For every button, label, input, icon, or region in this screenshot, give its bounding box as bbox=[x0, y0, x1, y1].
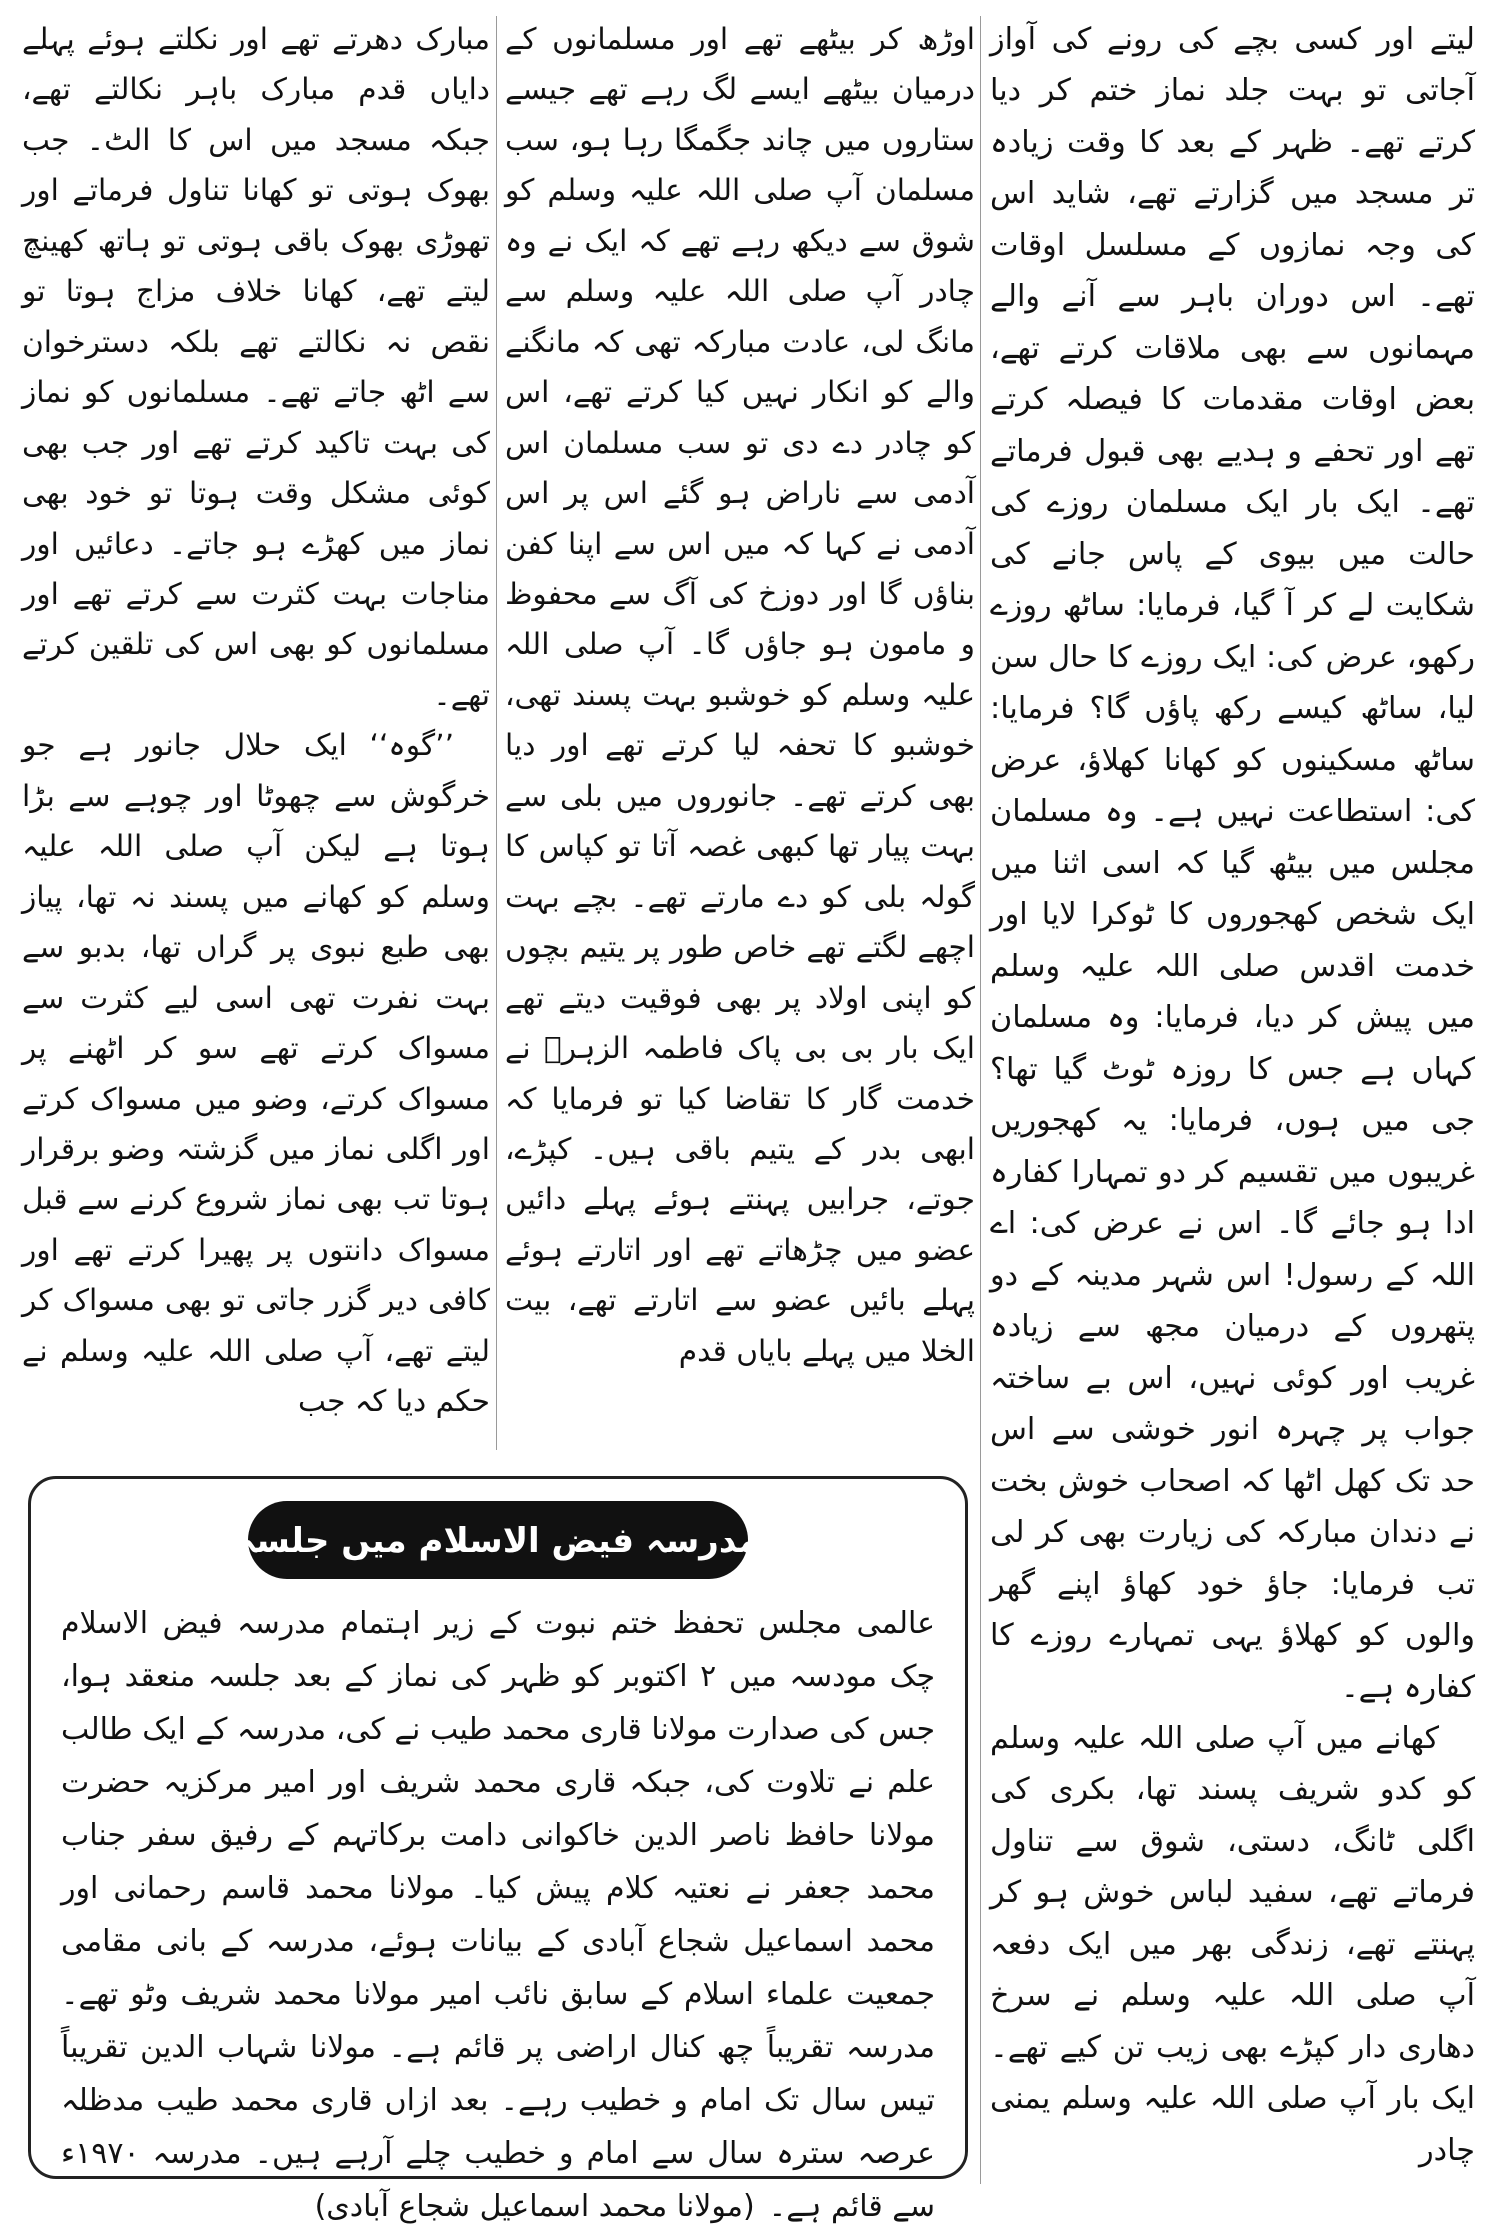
news-box bbox=[28, 1476, 968, 2224]
paragraph: اوڑھ کر بیٹھے تھے اور مسلمانوں کے درمیان بیٹھے ایسے لگ رہے تھے جیسے ستاروں میں چاند جگمگا رہا ہو، سب مسلمان آپ صلی اللہ علیہ وسلم کو شوق سے دیکھ رہے تھے کہ ایک نے وہ چادر آپ صلی اللہ علیہ وسلم سے مانگ لی، عادت مبارکہ تھی کہ مانگنے والے کو انکار نہیں کیا کرتے تھے، اس کو چادر دے دی تو سب مسلمان اس آدمی سے ناراض ہو گئے اس پر اس آدمی نے کہا کہ میں اس سے اپنا کفن بناؤں گا اور دوزخ کی آگ سے محفوظ و مامون ہو جاؤں گا۔ آپ صلی اللہ علیہ وسلم کو خوشبو بہت پسند تھی، خوشبو کا تحفہ لیا کرتے تھے اور دیا بھی کرتے تھے۔ جانوروں میں بلی سے بہت پیار تھا کبھی غصہ آتا تو کپاس کا گولہ بلی کو دے مارتے تھے۔ بچے بہت اچھے لگتے تھے خاص طور پر یتیم بچوں کو اپنی اولاد پر بھی فوقیت دیتے تھے ایک بار بی بی پاک فاطمہ الزہرؓ نے خدمت گار کا تقاضا کیا تو فرمایا کہ ابھی بدر کے یتیم باقی ہیں۔ کپڑے، جوتے، جرابیں پہنتے ہوئے پہلے دائیں عضو میں چڑھاتے تھے اور اتارتے ہوئے پہلے بائیں عضو سے اتارتے تھے، بیت الخلا میں پہلے بایاں قدم bbox=[505, 21, 975, 1368]
news-box-text: عالمی مجلس تحفظ ختم نبوت کے زیر اہتمام مدرسہ فیض الاسلام چک مودسہ میں ۲ اکتوبر کو ظہر کی نماز کے بعد جلسہ منعقد ہوا، جس کی صدارت مولانا قاری محمد طیب نے کی، مدرسہ کے ایک طالب علم نے تلاوت کی، جبکہ قاری محمد شریف اور امیر مرکزیہ حضرت مولانا حافظ ناصر الدین خاکوانی دامت برکاتہم کے رفیق سفر جناب محمد جعفر نے نعتیہ کلام پیش کیا۔ مولانا محمد قاسم رحمانی اور محمد اسماعیل شجاع آبادی کے بیانات ہوئے، مدرسہ کے بانی مقامی جمعیت علماء اسلام کے سابق نائب امیر مولانا محمد شریف وٹو تھے۔ مدرسہ تقریباً چھ کنال اراضی پر قائم ہے۔ مولانا شہاب الدین تقریباً تیس سال تک امام و خطیب رہے۔ بعد ازاں قاری محمد طیب مدظلہ عرصہ سترہ سال سے امام و خطیب چلے آرہے ہیں۔ مدرسہ ۱۹۷۰ء سے قائم ہے۔ bbox=[61, 1606, 936, 2224]
paragraph: لیتے اور کسی بچے کی رونے کی آواز آجاتی تو بہت جلد نماز ختم کر دیا کرتے تھے۔ ظہر کے بعد کا وقت زیادہ تر مسجد میں گزارتے تھے، شاید اس کی وجہ نمازوں کے مسلسل اوقات تھے۔ اس دوران باہر سے آنے والے مہمانوں سے بھی ملاقات کرتے تھے، بعض اوقات مقدمات کا فیصلہ کرتے تھے اور تحفے و ہدیے بھی قبول فرماتے تھے۔ ایک بار ایک مسلمان روزے کی حالت میں بیوی کے پاس جانے کی شکایت لے کر آ گیا، فرمایا: ساٹھ روزے رکھو، عرض کی: ایک روزے کا حال سن لیا، ساٹھ کیسے رکھ پاؤں گا؟ فرمایا: ساٹھ مسکینوں کو کھانا کھلاؤ، عرض کی: استطاعت نہیں ہے۔ وہ مسلمان مجلس میں بیٹھ گیا کہ اسی اثنا میں ایک شخص کھجوروں کا ٹوکرا لایا اور خدمت اقدس صلی اللہ علیہ وسلم میں پیش کر دیا، فرمایا: وہ مسلمان کہاں ہے جس کا روزہ ٹوٹ گیا تھا؟ جی میں ہوں، فرمایا: یہ کھجوریں غریبوں میں تقسیم کر دو تمہارا کفارہ ادا ہو جائے گا۔ اس نے عرض کی: اے اللہ کے رسول! اس شہر مدینہ کے دو پتھروں کے درمیان مجھ سے زیادہ غریب اور کوئی نہیں، اس بے ساختہ جواب پر چہرہ انور خوشی سے اس حد تک کھل اٹھا کہ اصحاب خوش بخت نے دندان مبارکہ کی زیارت بھی کر لی تب فرمایا: جاؤ خود کھاؤ اپنے گھر والوں کو کھلاؤ یہی تمہارے روزے کا کفارہ ہے۔ bbox=[990, 22, 1475, 1705]
paragraph: مبارک دھرتے تھے اور نکلتے ہوئے پہلے دایاں قدم مبارک باہر نکالتے تھے، جبکہ مسجد میں اس کا الٹ۔ جب بھوک ہوتی تو کھانا تناول فرماتے اور تھوڑی بھوک باقی ہوتی تو ہاتھ کھینچ لیتے تھے، کھانا خلاف مزاج ہوتا تو نقص نہ نکالتے تھے بلکہ دسترخوان سے اٹھ جاتے تھے۔ مسلمانوں کو نماز کی بہت تاکید کرتے تھے اور جب بھی کوئی مشکل وقت ہوتا تو خود بھی نماز میں کھڑے ہو جاتے۔ دعائیں اور مناجات بہت کثرت سے کرتے تھے اور مسلمانوں کو بھی اس کی تلقین کرتے تھے۔ bbox=[22, 21, 490, 712]
column-divider-right bbox=[980, 16, 981, 2184]
article-column-left bbox=[22, 14, 490, 1450]
news-box-credit: (مولانا محمد اسماعیل شجاع آبادی) bbox=[314, 2189, 755, 2224]
article-column-right bbox=[990, 14, 1475, 2184]
news-box-body bbox=[61, 1597, 935, 2233]
paragraph: ’’گوہ‘‘ ایک حلال جانور ہے جو خرگوش سے چھوٹا اور چوہے سے بڑا ہوتا ہے لیکن آپ صلی اللہ علیہ وسلم کو کھانے میں پسند نہ تھا، پیاز بھی طبع نبوی پر گراں تھا، بدبو سے بہت نفرت تھی اسی لیے کثرت سے مسواک کرتے تھے سو کر اٹھنے پر مسواک کرتے، وضو میں مسواک کرتے اور اگلی نماز میں گزشتہ وضو برقرار ہوتا تب بھی نماز شروع کرنے سے قبل مسواک دانتوں پر پھیرا کرتے تھے اور کافی دیر گزر جاتی تو بھی مسواک کر لیتے تھے، آپ صلی اللہ علیہ وسلم نے حکم دیا کہ جب bbox=[22, 727, 490, 1419]
article-column-middle bbox=[505, 14, 975, 1450]
news-box-heading: مدرسہ فیض الاسلام میں جلسہ bbox=[248, 1501, 748, 1579]
column-divider-left bbox=[496, 16, 497, 1450]
paragraph: کھانے میں آپ صلی اللہ علیہ وسلم کو کدو شریف پسند تھا، بکری کی اگلی ٹانگ، دستی، شوق سے تناول فرماتے تھے، سفید لباس خوش ہو کر پہنتے تھے، زندگی بھر میں ایک دفعہ آپ صلی اللہ علیہ وسلم نے سرخ دھاری دار کپڑے بھی زیب تن کیے تھے۔ ایک بار آپ صلی اللہ علیہ وسلم یمنی چادر bbox=[990, 1720, 1475, 2168]
